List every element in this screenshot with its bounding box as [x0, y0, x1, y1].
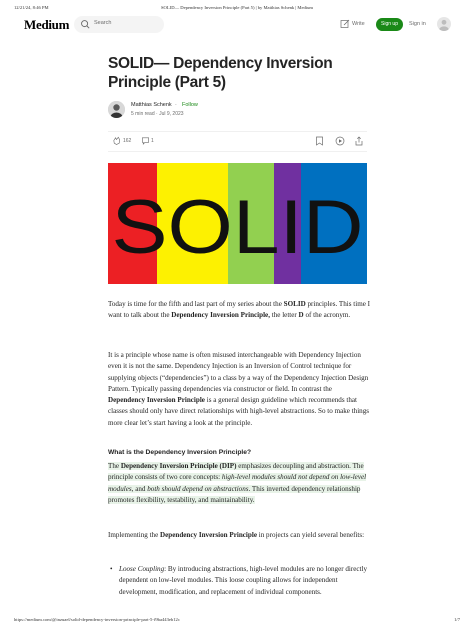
text-run: principles. This time I want to talk about the: [108, 300, 370, 320]
search-icon: [80, 19, 91, 30]
text-run: : By introducing abstractions, high-level modules are no longer directly dependent on low-level modules. This loose coupling allows for independent development, modification, and replacement of individual components.: [119, 565, 368, 596]
text-run: in projects can yield several benefits:: [256, 531, 365, 539]
text-run: the letter: [269, 311, 299, 320]
text-bold: SOLID: [283, 300, 306, 308]
medium-logo[interactable]: Medium: [24, 17, 70, 32]
text-run: The: [108, 462, 121, 470]
paragraph-benefits-intro: [108, 530, 370, 541]
user-avatar-icon[interactable]: [437, 17, 451, 31]
response-count: 1: [151, 138, 154, 144]
print-footer: [0, 617, 474, 625]
author-name[interactable]: Matthias Schenk: [131, 102, 172, 108]
print-url: https://medium.com/@inzuael/solid-dependency-inversion-principle-part-5-f9ba443eb12c: [14, 617, 180, 622]
text-run: Implementing the: [108, 531, 161, 539]
bookmark-icon[interactable]: [315, 136, 324, 146]
text-run: Today is time for the fifth and last part of my series about the: [108, 300, 284, 308]
share-icon[interactable]: [354, 136, 364, 146]
sign-up-button[interactable]: Sign up: [376, 18, 403, 31]
search-bar[interactable]: [74, 16, 164, 33]
text-bold: Dependency Inversion Principle: [160, 531, 257, 539]
hero-solid-text: [108, 163, 367, 284]
print-page-number: 1/7: [454, 617, 460, 622]
text-run: emphasizes decoupling and abstraction. The principle consists of two core concepts:: [108, 462, 364, 482]
text-bold: Dependency Inversion Principle,: [171, 311, 270, 320]
text-run: , and: [131, 484, 148, 493]
text-run: It is a principle whose name is often misused interchangeable with Dependency Injection even it is not the same. Dependency Injection is an Inversion of Control technique for supplying objects (“dependencies”) to a class by a way of the Dependency Injection Design Pattern. Typically passing dependencies via constructor or field. In contrast the: [108, 351, 369, 393]
print-header: [0, 5, 474, 13]
comment-icon[interactable]: [141, 136, 150, 145]
highlighted-paragraph[interactable]: [108, 461, 370, 506]
print-datetime: 12/21/24, 8:46 PM: [14, 5, 49, 10]
clap-icon[interactable]: [112, 136, 121, 145]
article-action-bar: [108, 131, 367, 152]
sign-in-link[interactable]: Sign in: [409, 21, 426, 27]
read-time: 5 min read: [131, 111, 155, 117]
write-label: Write: [352, 21, 365, 27]
svg-text:SOLID: SOLID: [111, 185, 364, 270]
article-title: SOLID— Dependency Inversion Principle (Part 5): [108, 55, 333, 91]
author-avatar[interactable]: [108, 101, 125, 118]
text-bold: Dependency Inversion Principle: [108, 396, 205, 405]
top-navigation-bar: [0, 14, 474, 36]
section-heading: What is the Dependency Inversion Principle?: [108, 449, 252, 456]
write-icon: [340, 19, 350, 29]
text-run: of the acronym.: [303, 311, 351, 320]
hero-image: [108, 163, 367, 284]
text-italic: both should depend on abstractions: [147, 484, 249, 493]
clap-count: 162: [123, 138, 132, 144]
follow-link[interactable]: Follow: [182, 102, 198, 108]
text-run: is a general design guideline which recommends that classes should only have direct relationships with high-level abstractions. So to make things more clear let’s start having a look at the principle.: [108, 396, 370, 427]
list-item-text: [119, 564, 369, 598]
publish-date: Jul 9, 2023: [159, 111, 184, 117]
text-bold: D: [298, 311, 304, 320]
bullet: •: [110, 565, 113, 573]
separator-dot: ·: [175, 102, 177, 108]
text-italic: Loose Coupling: [119, 565, 165, 573]
paragraph-intro: [108, 299, 370, 322]
paragraph-dependency-injection: [108, 350, 370, 429]
print-page-title: SOLID— Dependency Inversion Principle (Part 5) | by Matthias Schenk | Medium: [161, 5, 313, 10]
play-icon[interactable]: [335, 136, 345, 146]
separator-dot: ·: [156, 111, 158, 117]
search-input[interactable]: Search: [94, 20, 112, 26]
text-italic: high-level modules should not depend on low-level modules: [108, 473, 367, 493]
article-meta: [131, 111, 184, 117]
text-run: . This inverted dependency relationship promotes flexibility, testability, and maintainability.: [108, 484, 361, 504]
text-bold: Dependency Inversion Principle (DIP): [120, 462, 237, 470]
